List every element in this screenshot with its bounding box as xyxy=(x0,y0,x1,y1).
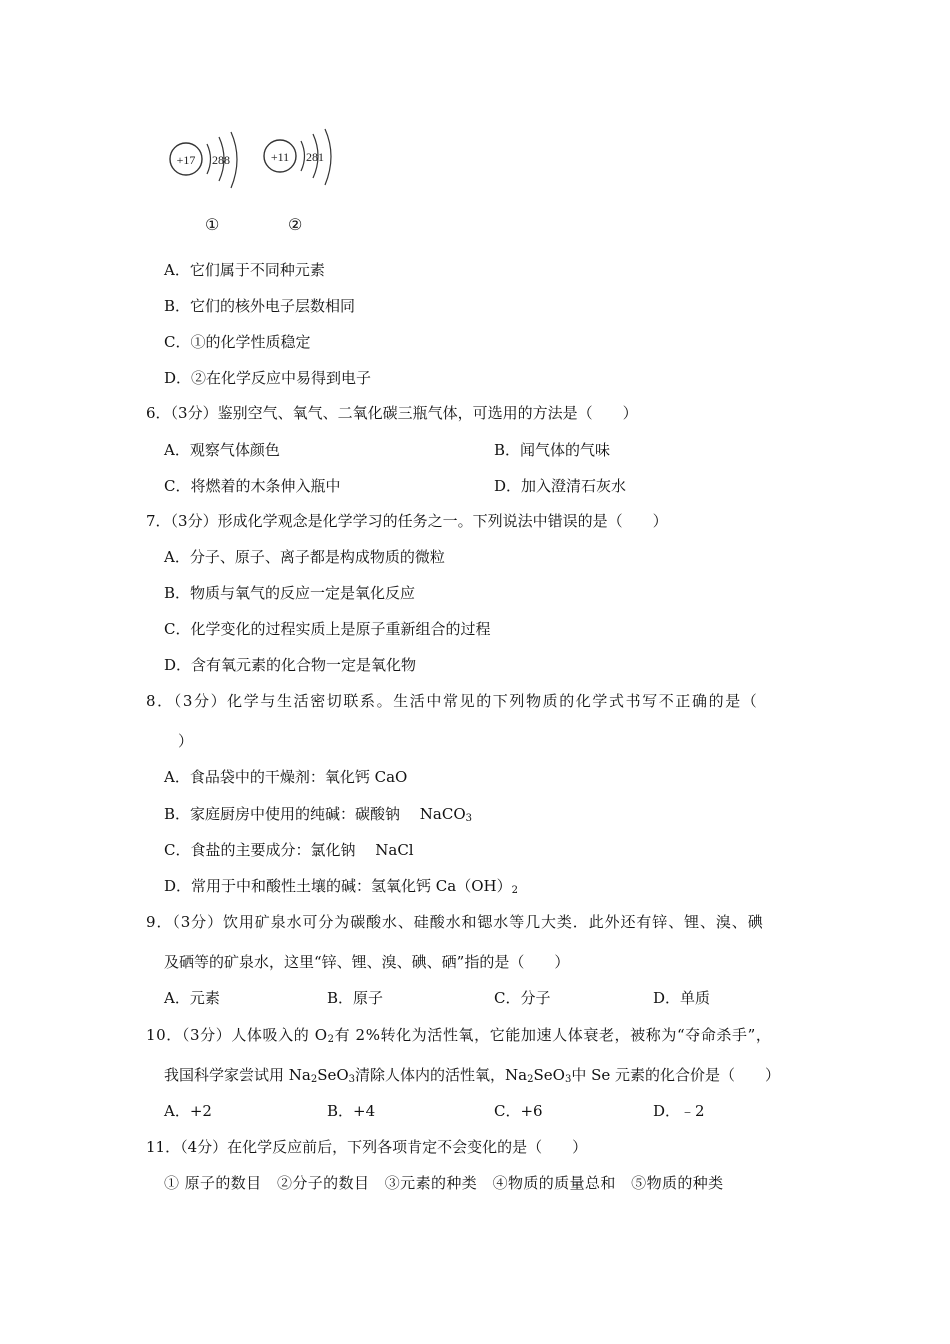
q9-option-b: B．原子 xyxy=(327,989,384,1007)
q10-stem-cont: 我国科学家尝试用 $Na_2SeO_3$清除人体内的活性氧，$Na_2SeO_3$中 Se 元素的化合价是（ ） xyxy=(164,1066,781,1085)
q6-stem: 6．（3分）鉴别空气、氧气、二氧化碳三瓶气体，可选用的方法是（ ） xyxy=(146,404,638,422)
svg-text:+11: +11 xyxy=(270,150,290,164)
atom-diagram-sodium xyxy=(262,127,337,189)
q9-option-c: C．分子 xyxy=(494,989,551,1007)
atom-label-1: ① xyxy=(205,215,220,234)
q9-option-d: D．单质 xyxy=(653,989,711,1007)
svg-text:288: 288 xyxy=(212,153,230,167)
q7-option-b: B．物质与氧气的反应一定是氧化反应 xyxy=(164,584,416,602)
q5-option-d: D．②在化学反应中易得到电子 xyxy=(164,369,372,387)
q6-option-d: D．加入澄清石灰水 xyxy=(494,477,627,495)
atom-diagram-chlorine xyxy=(168,130,243,192)
q9-stem-cont: 及硒等的矿泉水，这里“锌、锂、溴、碘、硒”指的是（ ） xyxy=(164,953,570,971)
q8-stem: 8．（3分）化学与生活密切联系。生活中常见的下列物质的化学式书写不正确的是（ xyxy=(146,692,759,710)
svg-text:281: 281 xyxy=(306,150,324,164)
q5-option-a: A．它们属于不同种元素 xyxy=(164,261,325,279)
q7-option-a: A．分子、原子、离子都是构成物质的微粒 xyxy=(164,548,445,566)
q11-stem: 11．（4分）在化学反应前后，下列各项肯定不会变化的是（ ） xyxy=(146,1138,588,1156)
q10-option-b: B．+4 xyxy=(327,1102,376,1120)
q10-option-a: A．+2 xyxy=(164,1102,212,1120)
q5-option-c: C．①的化学性质稳定 xyxy=(164,333,311,351)
q9-option-a: A．元素 xyxy=(164,989,220,1007)
q8-option-c: C．食盐的主要成分：氯化钠 NaCl xyxy=(164,841,414,859)
svg-text:+17: +17 xyxy=(176,153,196,167)
q8-stem-bracket: ） xyxy=(178,732,194,750)
q10-stem: 10．（3分）人体吸入的 $O_2$有 2%转化为活性氧，它能加速人体衰老，被称为“夺命杀手”， xyxy=(146,1026,772,1045)
q7-option-d: D．含有氧元素的化合物一定是氧化物 xyxy=(164,656,417,674)
q6-option-c: C．将燃着的木条伸入瓶中 xyxy=(164,477,341,495)
q6-option-a: A．观察气体颜色 xyxy=(164,441,280,459)
q10-option-d: D．﹣2 xyxy=(653,1102,705,1120)
q8-option-a: A．食品袋中的干燥剂：氧化钙 CaO xyxy=(164,768,408,786)
q7-option-c: C．化学变化的过程实质上是原子重新组合的过程 xyxy=(164,620,491,638)
q5-option-b: B．它们的核外电子层数相同 xyxy=(164,297,356,315)
q11-items: ① 原子的数目 ②分子的数目 ③元素的种类 ④物质的质量总和 ⑤物质的种类 xyxy=(164,1174,724,1192)
q6-option-b: B．闻气体的气味 xyxy=(494,441,611,459)
q8-option-d: D．常用于中和酸性土壤的碱：氢氧化钙 $Ca(OH)_2$ xyxy=(164,877,518,896)
q8-option-b: B．家庭厨房中使用的纯碱：碳酸钠 NaCO$_3$ xyxy=(164,805,473,824)
q10-option-c: C．+6 xyxy=(494,1102,543,1120)
atom-label-2: ② xyxy=(288,215,303,234)
q9-stem: 9．（3分）饮用矿泉水可分为碳酸水、硅酸水和锶水等几大类．此外还有锌、锂、溴、碘 xyxy=(146,913,764,931)
q7-stem: 7．（3分）形成化学观念是化学学习的任务之一。下列说法中错误的是（ ） xyxy=(146,512,668,530)
